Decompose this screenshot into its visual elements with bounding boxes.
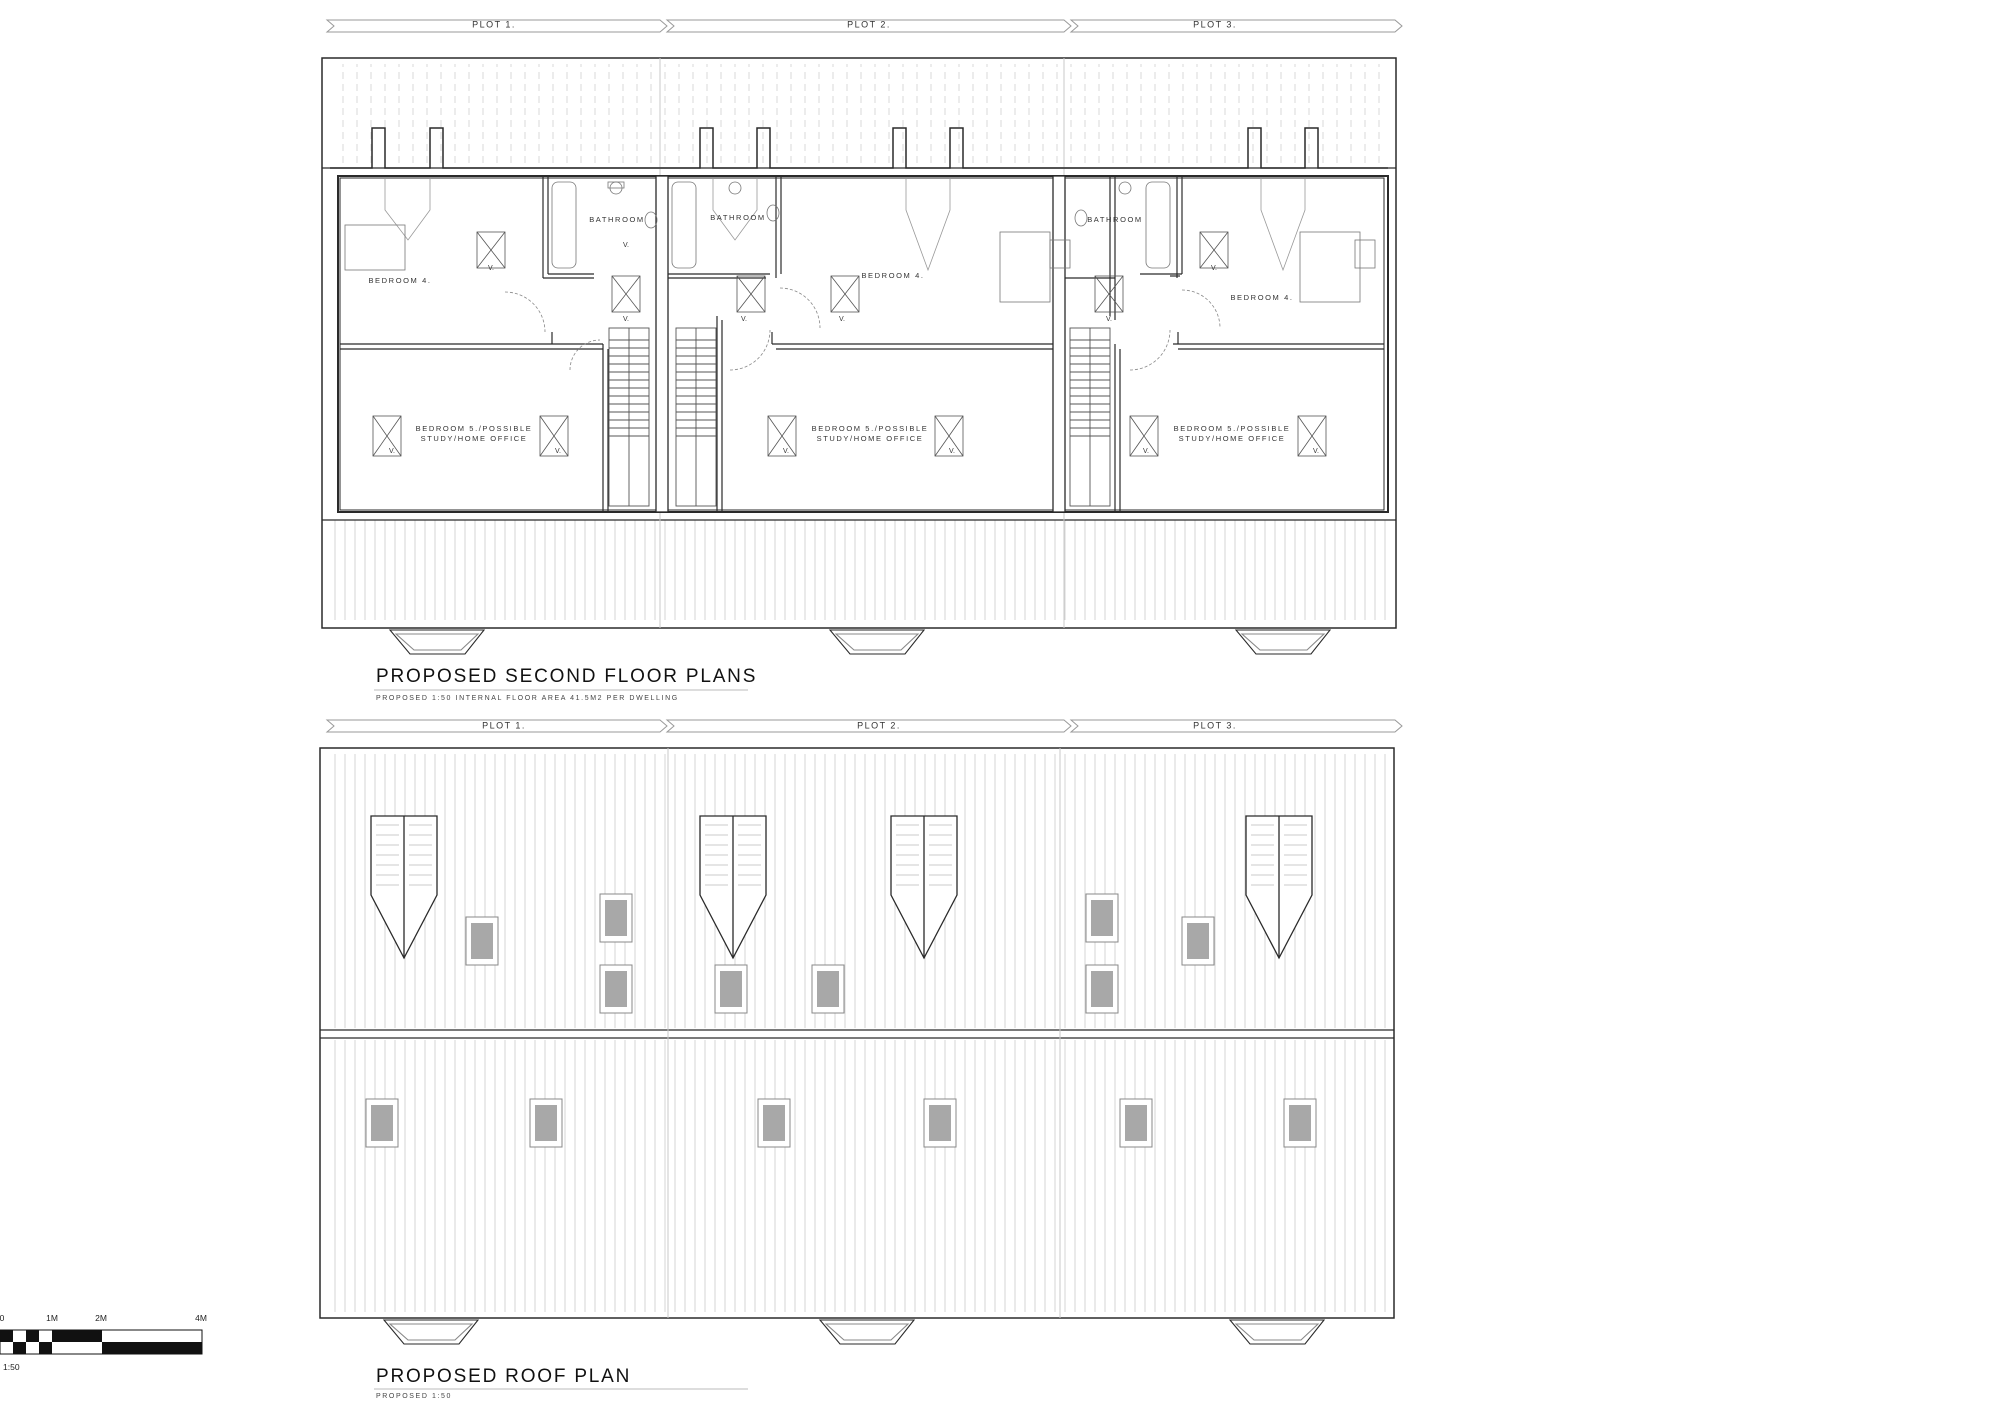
room-label-study: STUDY/HOME OFFICE xyxy=(1178,434,1286,443)
room-label-study: STUDY/HOME OFFICE xyxy=(420,434,528,443)
vent-mark: V. xyxy=(949,448,955,455)
plot-2-label: PLOT 2. xyxy=(857,720,901,731)
scale-bar xyxy=(0,1313,207,1372)
room-label-bedroom5: BEDROOM 5./POSSIBLE xyxy=(415,424,533,433)
bay-windows-upper xyxy=(390,630,1330,654)
plot-3-label: PLOT 3. xyxy=(1193,19,1237,30)
room-label-study: STUDY/HOME OFFICE xyxy=(816,434,924,443)
plot-1-label: PLOT 1. xyxy=(482,720,526,731)
plan-subtitle: PROPOSED 1:50 xyxy=(376,1393,453,1400)
scale-ratio: 1:50 xyxy=(3,1362,20,1372)
vent-mark: V. xyxy=(1211,265,1217,272)
staircases xyxy=(609,328,1110,506)
plan-title: PROPOSED SECOND FLOOR PLANS xyxy=(376,666,758,687)
roof-outline-upper xyxy=(322,58,1396,628)
vent-mark: V. xyxy=(623,316,629,323)
scale-tick-0: 0 xyxy=(0,1313,5,1323)
vent-mark: V. xyxy=(1106,316,1112,323)
internal-walls-plot1 xyxy=(340,176,608,512)
scale-tick-2m: 2M xyxy=(95,1313,107,1323)
scale-tick-4m: 4M xyxy=(195,1313,207,1323)
room-label-bathroom: BATHROOM xyxy=(1087,215,1143,224)
room-label-bedroom4: BEDROOM 4. xyxy=(1230,293,1294,302)
vent-mark: V. xyxy=(1313,448,1319,455)
vent-mark: V. xyxy=(389,448,395,455)
vent-mark: V. xyxy=(623,242,629,249)
room-label-bathroom: BATHROOM xyxy=(710,213,766,222)
bay-windows-roof xyxy=(384,1320,1324,1344)
room-label-bathroom: BATHROOM xyxy=(589,215,645,224)
second-floor-plan xyxy=(322,19,1402,702)
vent-mark: V. xyxy=(741,316,747,323)
vent-mark: V. xyxy=(783,448,789,455)
roof-ridge xyxy=(320,1030,1394,1038)
vent-mark: V. xyxy=(1143,448,1149,455)
plan-title: PROPOSED ROOF PLAN xyxy=(376,1366,632,1387)
internal-walls-plot2 xyxy=(668,176,1053,512)
roof-slope-front xyxy=(332,754,1386,1028)
dormer-outlines xyxy=(385,178,1305,270)
room-label-bedroom4: BEDROOM 4. xyxy=(861,271,925,280)
vent-mark: V. xyxy=(555,448,561,455)
vent-mark: V. xyxy=(839,316,845,323)
plot-1-label: PLOT 1. xyxy=(472,19,516,30)
roof-plan xyxy=(320,720,1402,1400)
plan-subtitle: PROPOSED 1:50 INTERNAL FLOOR AREA 41.5M2 PER DWELLING xyxy=(376,695,679,702)
outer-walls xyxy=(330,128,1388,512)
room-label-bedroom4: BEDROOM 4. xyxy=(368,276,432,285)
room-label-bedroom5: BEDROOM 5./POSSIBLE xyxy=(811,424,929,433)
vent-mark: V. xyxy=(488,265,494,272)
roof-slope-rear xyxy=(332,1040,1386,1312)
plot-2-label: PLOT 2. xyxy=(847,19,891,30)
scale-tick-1m: 1M xyxy=(46,1313,58,1323)
plot-3-label: PLOT 3. xyxy=(1193,720,1237,731)
internal-walls-plot3 xyxy=(1065,176,1384,512)
room-label-bedroom5: BEDROOM 5./POSSIBLE xyxy=(1173,424,1291,433)
